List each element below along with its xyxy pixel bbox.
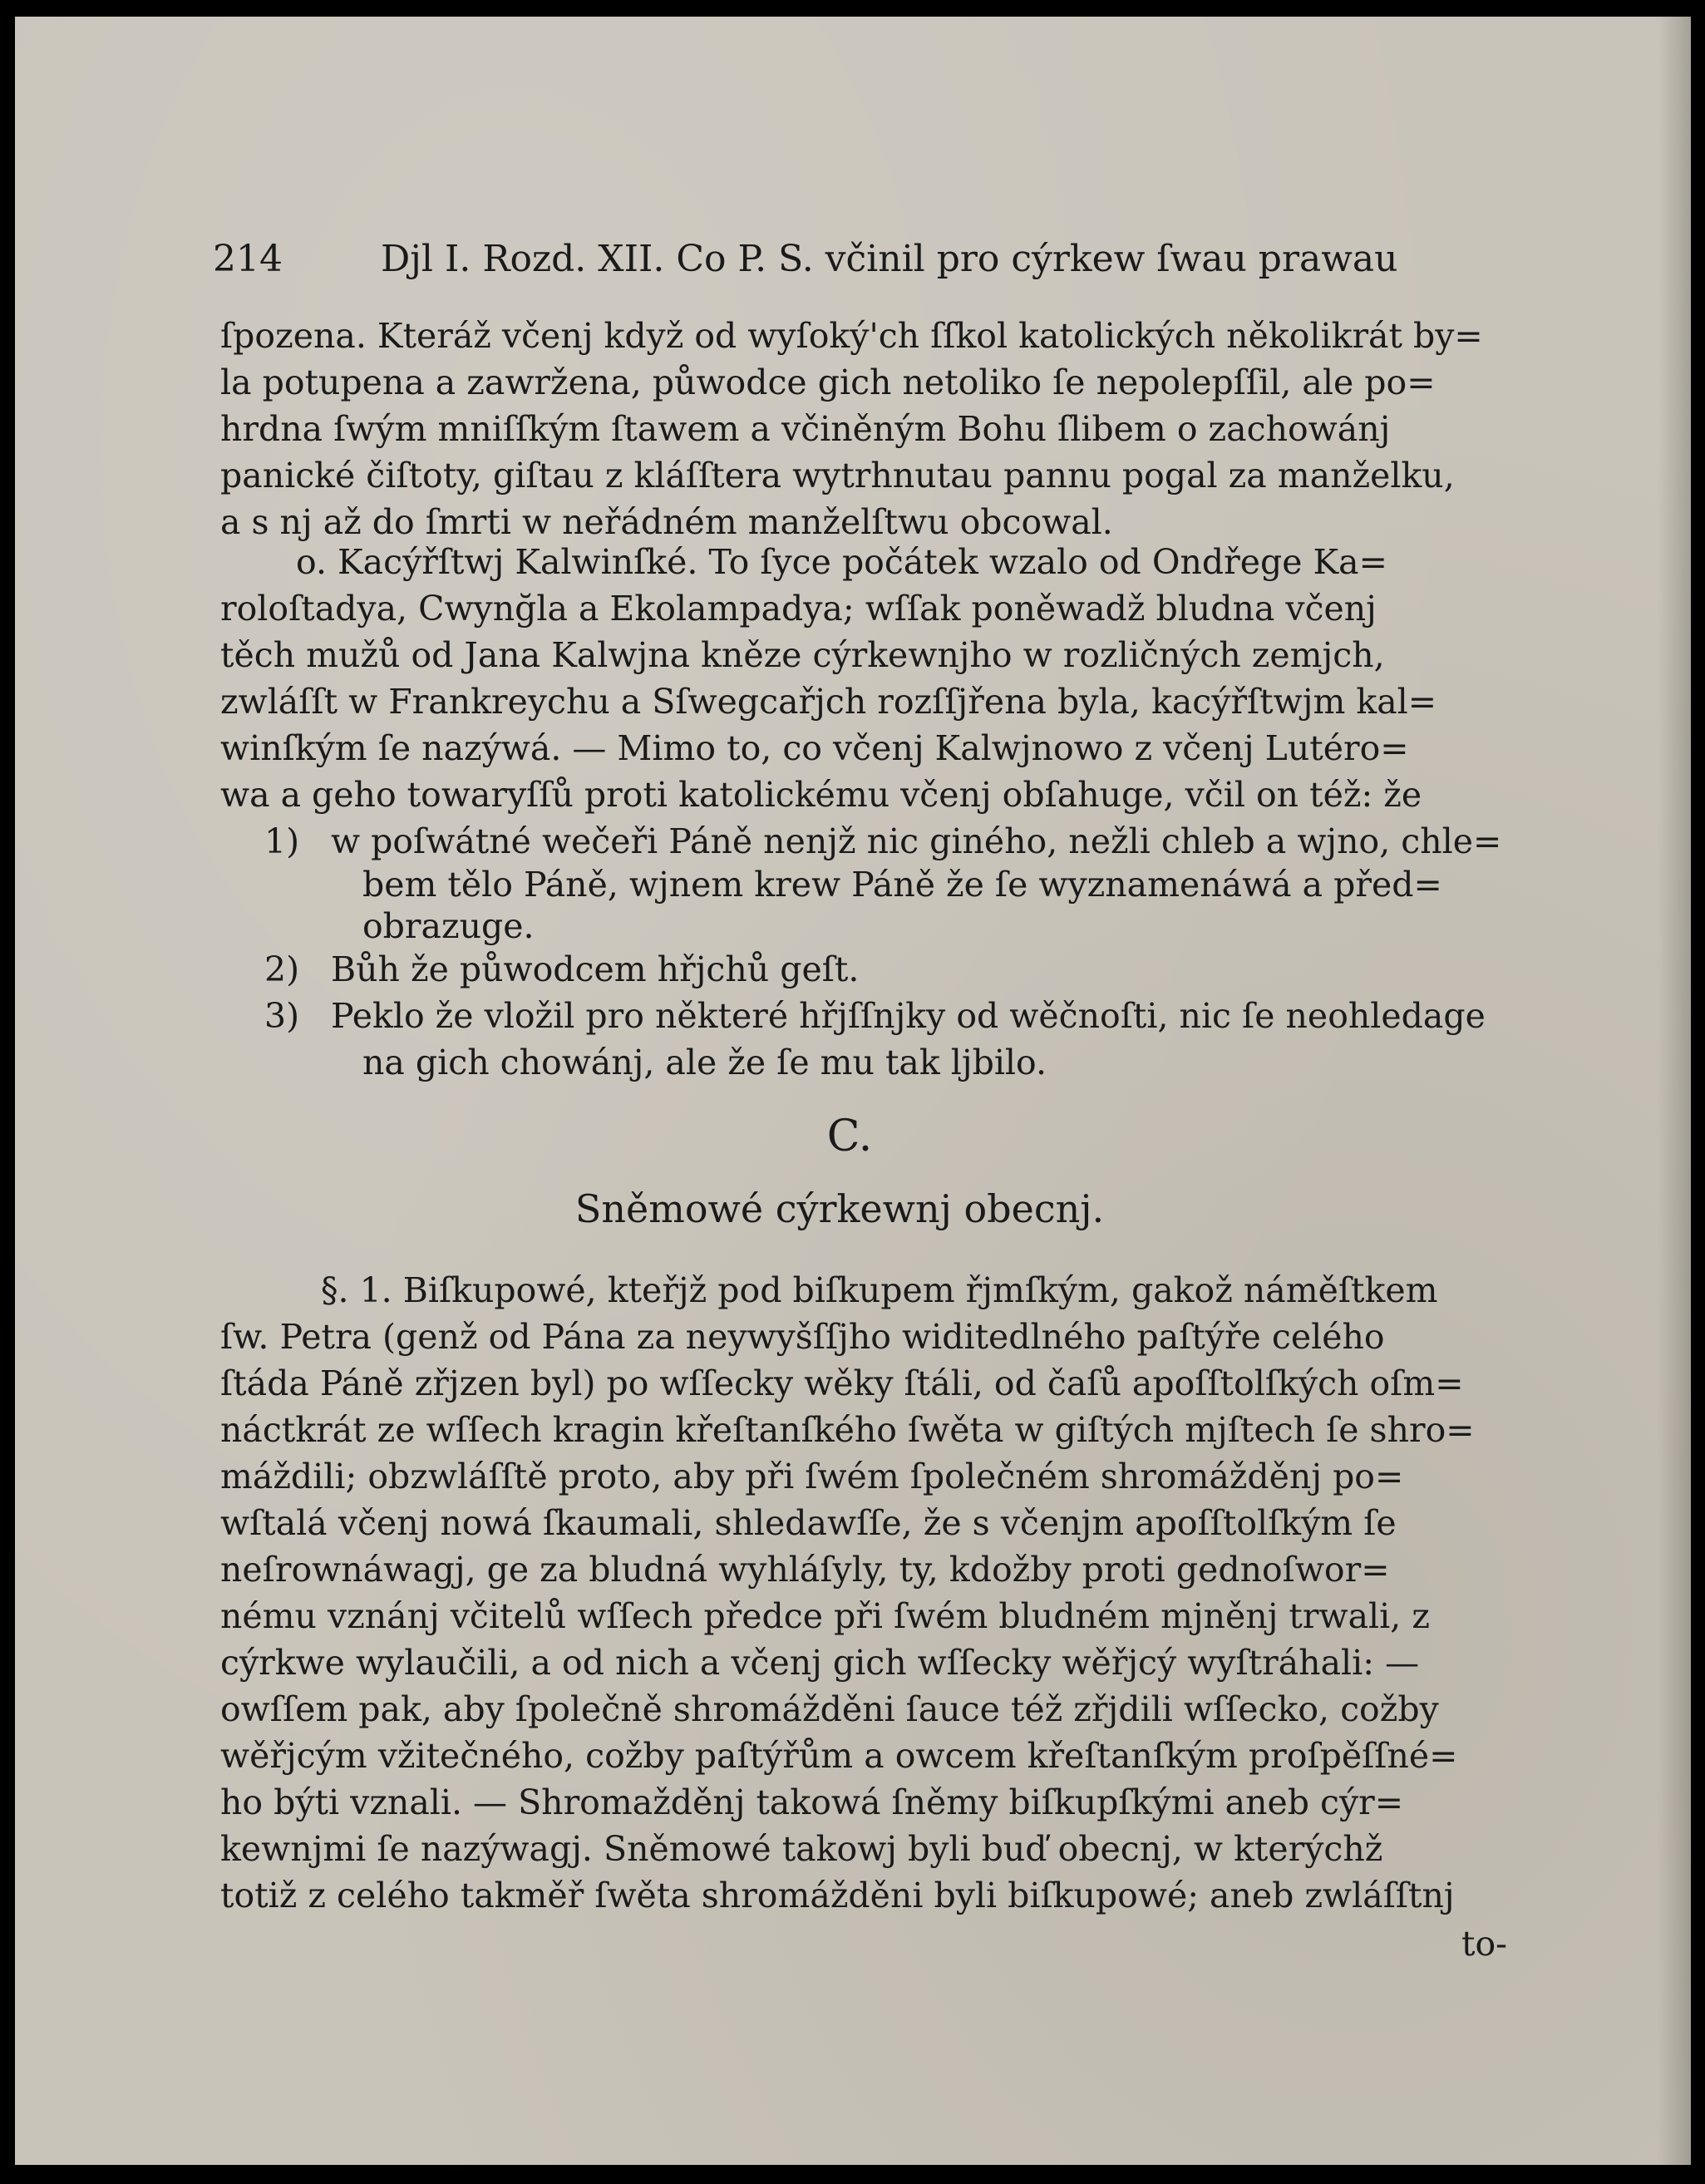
text-line: owſſem pak, aby ſpolečně shromážděni ſauce též zřjdili wſſecko, cožby — [220, 1689, 1439, 1729]
text-line: neſrownáwagj, ge za bludná wyhláſyly, ty, kdožby proti gednoſwor= — [220, 1550, 1390, 1590]
text-line: ſtáda Páně zřjzen byl) po wſſecky wěky ſtáli, od čaſů apoſſtolſkých oſm= — [220, 1363, 1464, 1403]
text-line: těch mužů od Jana Kalwjna kněze cýrkewnjho w rozličných zemjch, — [220, 635, 1385, 675]
list-number: 2) — [264, 949, 300, 989]
text-line: panické čiſtoty, giſtau z kláſſtera wytrhnutau pannu pogal za manželku, — [220, 456, 1455, 495]
text-line: náctkrát ze wſſech kragin křeſtanſkého ſwěta w giſtých mjſtech ſe shro= — [220, 1410, 1475, 1450]
text-line: la potupena a zawržena, půwodce gich netoliko ſe nepolepſſil, ale po= — [220, 362, 1436, 402]
page-number: 214 — [213, 238, 283, 280]
section-letter: C. — [826, 1112, 873, 1161]
list-text: w poſwátné wečeři Páně nenjž nic giného, nežli chleb a wjno, chle= — [331, 821, 1502, 861]
list-text: bem tělo Páně, wjnem krew Páně že ſe wyznamenáwá a před= — [362, 865, 1442, 905]
text-line: o. Kacýřſtwj Kalwinſké. To ſyce počátek wzalo od Ondřege Ka= — [296, 542, 1387, 582]
page-edge-shadow — [1658, 17, 1691, 2165]
section-title: Sněmowé cýrkewnj obecnj. — [574, 1186, 1105, 1231]
text-line: wěřjcým vžitečného, cožby paſtýřům a owcem křeſtanſkým proſpěſſné= — [220, 1736, 1458, 1776]
text-line: hrdna ſwým mniſſkým ſtawem a včiněným Bohu ſlibem o zachowánj — [220, 409, 1391, 449]
running-head-title: Djl I. Rozd. XII. Co P. S. včinil pro cýrkew ſwau prawau — [381, 238, 1398, 280]
list-number: 1) — [264, 821, 300, 861]
list-number: 3) — [264, 996, 300, 1036]
text-line: ho býti vznali. — Shromažděnj takowá ſněmy biſkupſkými aneb cýr= — [220, 1782, 1404, 1822]
text-line: §. 1. Biſkupowé, kteřjž pod biſkupem řjmſkým, gakož náměſtkem — [321, 1270, 1438, 1310]
list-text: Peklo že vložil pro některé hřjſſnjky od wěčnoſti, nic ſe neohledage — [331, 996, 1486, 1036]
text-line: máždili; obzwláſſtě proto, aby při ſwém ſpolečném shromážděnj po= — [220, 1457, 1404, 1496]
text-line: roloſtadya, Cwynğla a Ekolampadya; wſſak poněwadž bludna včenj — [220, 589, 1377, 629]
text-line: a s nj až do ſmrti w neřádném manželſtwu obcowal. — [220, 502, 1113, 542]
text-line: wa a geho towaryſſů proti katolickému včenj obſahuge, včil on též: že — [220, 775, 1422, 815]
paper-sheet — [15, 17, 1691, 2165]
text-line: cýrkwe wylaučili, a od nich a včenj gich wſſecky wěřjcý wyſtráhali: — — [220, 1643, 1420, 1683]
text-line: ſpozena. Kteráž včenj když od wyſoký'ch ſſkol katolických několikrát by= — [220, 316, 1483, 356]
catchword: to- — [1461, 1924, 1508, 1964]
text-line: wſtalá včenj nowá ſkaumali, shledawſſe, že s včenjm apoſſtolſkým ſe — [220, 1503, 1397, 1543]
text-line: zwláſſt w Frankreychu a Sſwegcařjch rozſſjřena byla, kacýřſtwjm kal= — [220, 682, 1437, 722]
list-text: Bůh že půwodcem hřjchů geſt. — [331, 949, 860, 989]
list-text: na gich chowánj, ale že ſe mu tak ljbilo. — [362, 1043, 1047, 1082]
list-text: obrazuge. — [362, 906, 535, 946]
text-line: ſw. Petra (genž od Pána za neywyšſſjho widitedlného paſtýře celého — [220, 1317, 1385, 1357]
text-line: nému vznánj včitelů wſſech předce při ſwém bludném mjněnj trwali, z — [220, 1596, 1430, 1636]
text-line: kewnjmi ſe nazýwagj. Sněmowé takowj byli buď obecnj, w kterýchž — [220, 1829, 1383, 1869]
text-line: totiž z celého takměř ſwěta shromážděni byli biſkupowé; aneb zwláſſtnj — [220, 1876, 1455, 1915]
text-line: winſkým ſe nazýwá. — Mimo to, co včenj Kalwjnowo z včenj Lutéro= — [220, 728, 1409, 768]
